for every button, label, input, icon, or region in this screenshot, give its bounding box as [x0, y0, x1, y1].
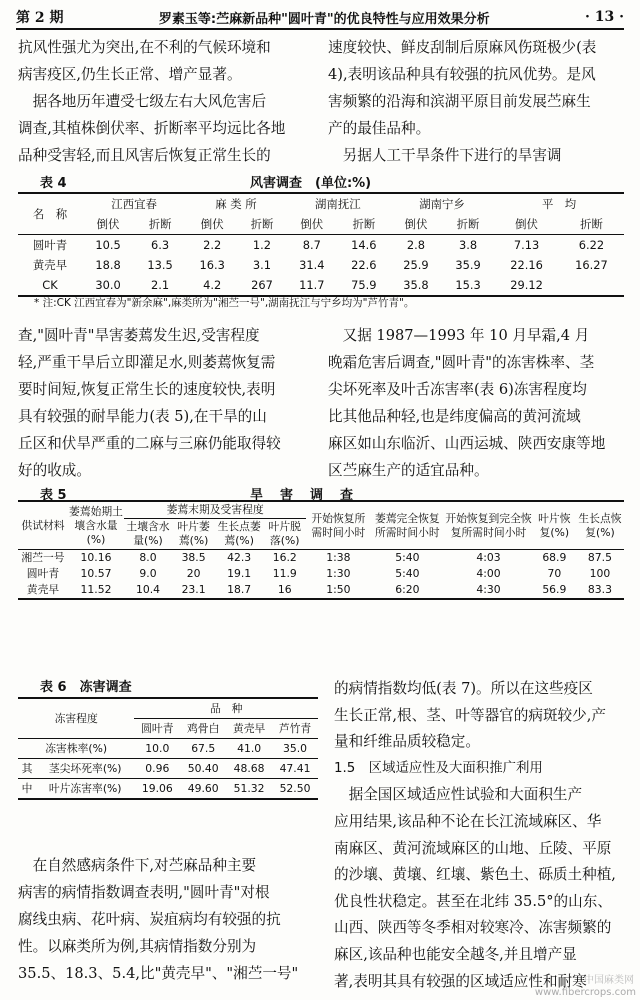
table-cell: 87.5	[587, 551, 612, 564]
table-cell: 16.3	[199, 258, 225, 272]
table-cell: 叶片冻害率(%)	[48, 782, 122, 795]
table-cell: 35.9	[455, 258, 481, 272]
text-line: 比其他品种轻,也是纬度偏高的黄河流域	[328, 408, 581, 425]
text-line: 南麻区、黄河流域麻区的山地、丘陵、平原	[334, 839, 612, 857]
table5-header: 萎蔫始期土壤含水量(%)	[68, 501, 124, 550]
text-line: 具有较强的耐旱能力(表 5),在干旱的山	[18, 408, 267, 425]
table-cell: 68.9	[542, 551, 567, 564]
issue-number: 第 2 期	[16, 10, 64, 26]
watermark-site-name: 中国麻类网	[584, 975, 634, 986]
text-line: 量和纤维品质较稳定。	[334, 733, 480, 751]
table4-sub-header: 倒伏	[515, 217, 538, 231]
table6-group-header: 品 种	[134, 698, 318, 719]
table-cell: 23.1	[181, 583, 206, 596]
text-line: 轻,严重干旱后立即灌足水,则萎蔫恢复需	[18, 354, 276, 371]
text-line: 又据 1987—1993 年 10 月早霜,4 月	[328, 327, 590, 344]
table4-sub-header: 折断	[250, 217, 274, 231]
table-row	[18, 550, 624, 567]
table-cell: 11.7	[299, 278, 325, 292]
table-cell: 10.16	[80, 551, 112, 564]
table-cell: 48.68	[233, 762, 265, 775]
table-cell: 41.0	[237, 742, 262, 755]
text-line: 麻区如山东临沂、山西运城、陕西安康等地	[328, 435, 606, 452]
table5-drought-damage	[18, 500, 624, 600]
table6-header: 冻害程度	[18, 698, 134, 739]
article-running-title: 罗素玉等:苎麻新品种"圆叶青"的优良特性与应用效果分析	[158, 11, 490, 27]
table-cell: 6:20	[395, 583, 420, 596]
table-cell: 22.6	[351, 258, 377, 272]
table-cell: 8.7	[302, 238, 321, 252]
table-cell: 83.3	[587, 583, 612, 596]
table-row	[18, 739, 318, 759]
table-cell: 湘苎一号	[21, 551, 65, 564]
table5-title: 旱 害 调 查	[250, 488, 356, 503]
table4-group-header: 湖南抚江	[315, 197, 361, 211]
text-column-bottom-left	[18, 852, 314, 987]
table-cell: 10.4	[135, 583, 161, 596]
table4-wind-damage	[18, 192, 624, 297]
watermark-url: www.fibercrops.com	[534, 987, 636, 998]
text-line: 的病情指数均低(表 7)。所以在这些疫区	[334, 680, 593, 697]
text-line: 应用结果,该品种不论在长江流域麻区、华	[334, 812, 602, 830]
table5-label: 表 5	[40, 488, 67, 503]
table-cell: 5:40	[395, 551, 420, 564]
table4-name-header: 名 称	[18, 193, 82, 235]
text-line: 产的最佳品种。	[328, 120, 431, 137]
text-line: 调查,其植株倒伏率、折断率平均远比各地	[18, 120, 286, 137]
text-column-bottom-right	[334, 676, 626, 995]
table-cell: CK	[42, 278, 58, 292]
text-line: 生长正常,根、茎、叶等器官的病斑较少,产	[334, 706, 606, 724]
text-line: 病害的病情指数调查表明,"圆叶青"对根	[18, 884, 270, 901]
table5-group-header: 萎蔫末期及受害程度	[124, 501, 306, 519]
table5-header: 萎蔫完全恢复所需时间小时	[370, 501, 444, 550]
table4-title: 风害调查 (单位:%)	[250, 176, 372, 191]
table-row	[18, 759, 318, 779]
table-cell: 11.52	[80, 583, 112, 596]
table-cell: 黄壳早	[26, 583, 60, 596]
text-line: 腐线虫病、花叶病、炭疽病均有较强的抗	[18, 911, 281, 928]
table-cell: 0.96	[145, 762, 170, 775]
table-cell: 9.0	[139, 567, 157, 580]
text-column-mid-right	[328, 322, 624, 484]
table-cell: 10.5	[95, 238, 121, 252]
text-line: 著,表明其具有较强的区域适应性和耐寒	[334, 972, 587, 990]
text-line: 区苎麻生产的适宜品种。	[328, 462, 489, 479]
text-line: 抗风性强尤为突出,在不利的气候环境和	[18, 39, 271, 56]
table-cell: 3.8	[458, 238, 478, 252]
table-cell: 38.5	[181, 551, 206, 564]
text-line: 好的收成。	[18, 462, 91, 479]
text-column-mid-left	[18, 322, 308, 484]
table-cell: 4.2	[203, 278, 222, 292]
table4-sub-header: 折断	[580, 217, 603, 231]
table5-header: 开始恢复所需时间小时	[306, 501, 370, 550]
text-line: 查,"圆叶青"旱害萎蔫发生迟,受害程度	[18, 327, 260, 344]
table-cell: 10.57	[80, 567, 112, 580]
text-line: 丘区和伏旱严重的二麻与三麻仍能取得较	[18, 435, 281, 452]
table-cell: 100	[589, 567, 611, 580]
table-cell: 4:30	[476, 583, 501, 596]
table-cell: 冻害株率(%)	[45, 742, 108, 755]
table4-sub-header: 倒伏	[200, 217, 224, 231]
table-cell: 50.40	[187, 762, 219, 775]
table-cell: 6.3	[151, 238, 170, 252]
table5-sub-header: 叶片脱落(%)	[268, 520, 301, 547]
table4-group-header: 湖南宁乡	[419, 197, 465, 211]
table-cell: 其	[21, 762, 33, 775]
text-line: 品种受害轻,而且风害后恢复正常生长的	[18, 147, 271, 164]
text-line: 35.5、18.3、5.4,比"黄壳早"、"湘苎一号"	[18, 965, 299, 982]
text-line: 尖坏死率及叶舌冻害率(表 6)冻害程度均	[328, 381, 587, 398]
table4-sub-header: 倒伏	[96, 217, 120, 231]
text-line: 4),表明该品种具有较强的抗风优势。是风	[328, 66, 596, 83]
table-cell: 2.8	[406, 238, 425, 252]
table-row	[18, 582, 624, 599]
table-cell: 35.8	[403, 278, 429, 292]
table-cell: 黄壳早	[32, 258, 68, 272]
table-cell: 14.6	[351, 238, 377, 252]
table5-header: 供试材料	[18, 501, 68, 550]
table-cell: 70	[547, 567, 562, 580]
table-cell: 25.9	[403, 258, 429, 272]
table5-sub-header: 叶片萎蔫(%)	[177, 520, 210, 547]
table-cell: 6.22	[578, 238, 605, 252]
table-row	[18, 779, 318, 800]
table-cell: 56.9	[542, 583, 567, 596]
table-cell: 2.2	[203, 238, 222, 252]
table4-label: 表 4	[40, 176, 67, 191]
table-cell: 49.60	[187, 782, 219, 795]
text-line: 害频繁的沿海和滨湖平原目前发展苎麻生	[328, 93, 591, 110]
table-cell: 16	[277, 583, 292, 596]
table-cell: 1:38	[326, 551, 351, 564]
text-line: 据各地历年遭受七级左右大风危害后	[18, 93, 267, 110]
table4-group-header: 平 均	[541, 197, 577, 211]
table-cell: 8.0	[139, 551, 157, 564]
table-cell: 中	[21, 782, 33, 795]
table-cell: 18.8	[95, 258, 121, 272]
table-cell: 267	[251, 278, 273, 292]
table-cell: 3.1	[252, 258, 272, 272]
text-line: 山西、陕西等冬季相对较寒冷、冻害频繁的	[334, 919, 612, 937]
text-column-top-right	[328, 34, 624, 169]
running-header	[16, 6, 624, 30]
table4-footnote: * 注:CK 江西宜春为"新余麻",麻类所为"湘苎一号",湖南抚江与宁乡均为"芦竹青"。	[34, 297, 415, 309]
table-row	[18, 566, 624, 582]
table-cell: 4:03	[476, 551, 501, 564]
section-heading: 1.5 区域适应性及大面积推广利用	[334, 760, 543, 776]
table4-sub-header: 折断	[352, 217, 376, 231]
table-cell: 52.50	[279, 782, 311, 795]
table-cell: 16.2	[272, 551, 297, 564]
table-cell: 4:00	[476, 567, 501, 580]
table-cell	[559, 275, 624, 296]
table5-sub-header: 土壤含水量(%)	[126, 520, 170, 547]
table-cell: 30.0	[95, 278, 121, 292]
page-number: · 13 ·	[585, 9, 624, 25]
table-cell: 15.3	[455, 278, 481, 292]
table5-sub-header: 生长点萎蔫(%)	[217, 520, 261, 547]
table-cell: 29.12	[510, 278, 543, 292]
text-line: 要时间短,恢复正常生长的速度较快,表明	[18, 381, 276, 398]
text-line: 病害疫区,仍生长正常、增产显著。	[18, 66, 242, 83]
table-cell: 19.1	[227, 567, 252, 580]
table-cell: 18.7	[227, 583, 252, 596]
text-line: 优良性状稳定。甚至在北纬 35.5°的山东、	[334, 892, 612, 910]
table-cell: 42.3	[227, 551, 252, 564]
table-cell: 5:40	[395, 567, 420, 580]
text-line: 性。以麻类所为例,其病情指数分别为	[18, 938, 257, 955]
table4-group-header: 江西宜春	[111, 197, 157, 211]
table4-sub-header: 折断	[148, 217, 172, 231]
table-row	[18, 255, 624, 275]
table-row	[18, 235, 624, 256]
table-cell: 1:30	[326, 567, 351, 580]
table-cell: 11.9	[272, 567, 297, 580]
table-cell: 圆叶青	[26, 567, 60, 580]
table-cell: 51.32	[233, 782, 265, 795]
table-cell: 圆叶青	[32, 238, 68, 252]
table4-sub-header: 倒伏	[404, 217, 428, 231]
text-line: 的沙壤、黄壤、红壤、紫色土、砾质土种植,	[334, 866, 616, 884]
table-cell: 13.5	[147, 258, 173, 272]
table6-variety-header: 圆叶青	[141, 722, 174, 735]
text-line: 据全国区域适应性试验和大面积生产	[334, 786, 583, 804]
table-cell: 47.41	[279, 762, 311, 775]
text-line: 晚霜危害后调查,"圆叶青"的冻害株率、茎	[328, 354, 595, 371]
table5-header: 叶片恢复(%)	[533, 501, 576, 550]
table6-freeze-damage	[18, 697, 318, 800]
table4-sub-header: 折断	[456, 217, 480, 231]
table-cell: 10.0	[145, 742, 170, 755]
table-cell: 茎尖坏死率(%)	[48, 762, 122, 775]
table4-sub-header: 倒伏	[300, 217, 324, 231]
table-cell: 2.1	[151, 278, 170, 292]
text-line: 在自然感病条件下,对苎麻品种主要	[18, 857, 257, 874]
table-cell: 1:50	[326, 583, 351, 596]
table6-variety-header: 鸡骨白	[187, 722, 220, 735]
table-cell: 1.2	[252, 238, 272, 252]
text-line: 麻区,该品种也能安全越冬,并且增产显	[334, 945, 577, 963]
table5-header: 开始恢复到完全恢复所需时间小时	[444, 501, 533, 550]
table-cell: 67.5	[191, 742, 216, 755]
table6-variety-header: 芦竹青	[278, 722, 312, 735]
table-row	[18, 275, 624, 296]
text-column-top-left	[18, 34, 308, 169]
table-cell: 19.06	[141, 782, 173, 795]
table6-variety-header: 黄壳早	[232, 722, 266, 735]
table4-group-header: 麻 类 所	[215, 197, 257, 211]
table6-label: 表 6 冻害调查	[40, 680, 132, 695]
table-cell: 75.9	[351, 278, 377, 292]
table-cell: 31.4	[299, 258, 325, 272]
table-cell: 20	[186, 567, 201, 580]
table-cell: 22.16	[510, 258, 543, 272]
text-line: 另据人工干旱条件下进行的旱害调	[328, 147, 562, 164]
table-cell: 16.27	[575, 258, 608, 272]
table-cell: 7.13	[513, 238, 540, 252]
text-line: 速度较快、鲜皮刮制后原麻风伤斑极少(表	[328, 39, 597, 56]
table5-header: 生长点恢复(%)	[576, 501, 624, 550]
table-cell: 35.0	[283, 742, 308, 755]
